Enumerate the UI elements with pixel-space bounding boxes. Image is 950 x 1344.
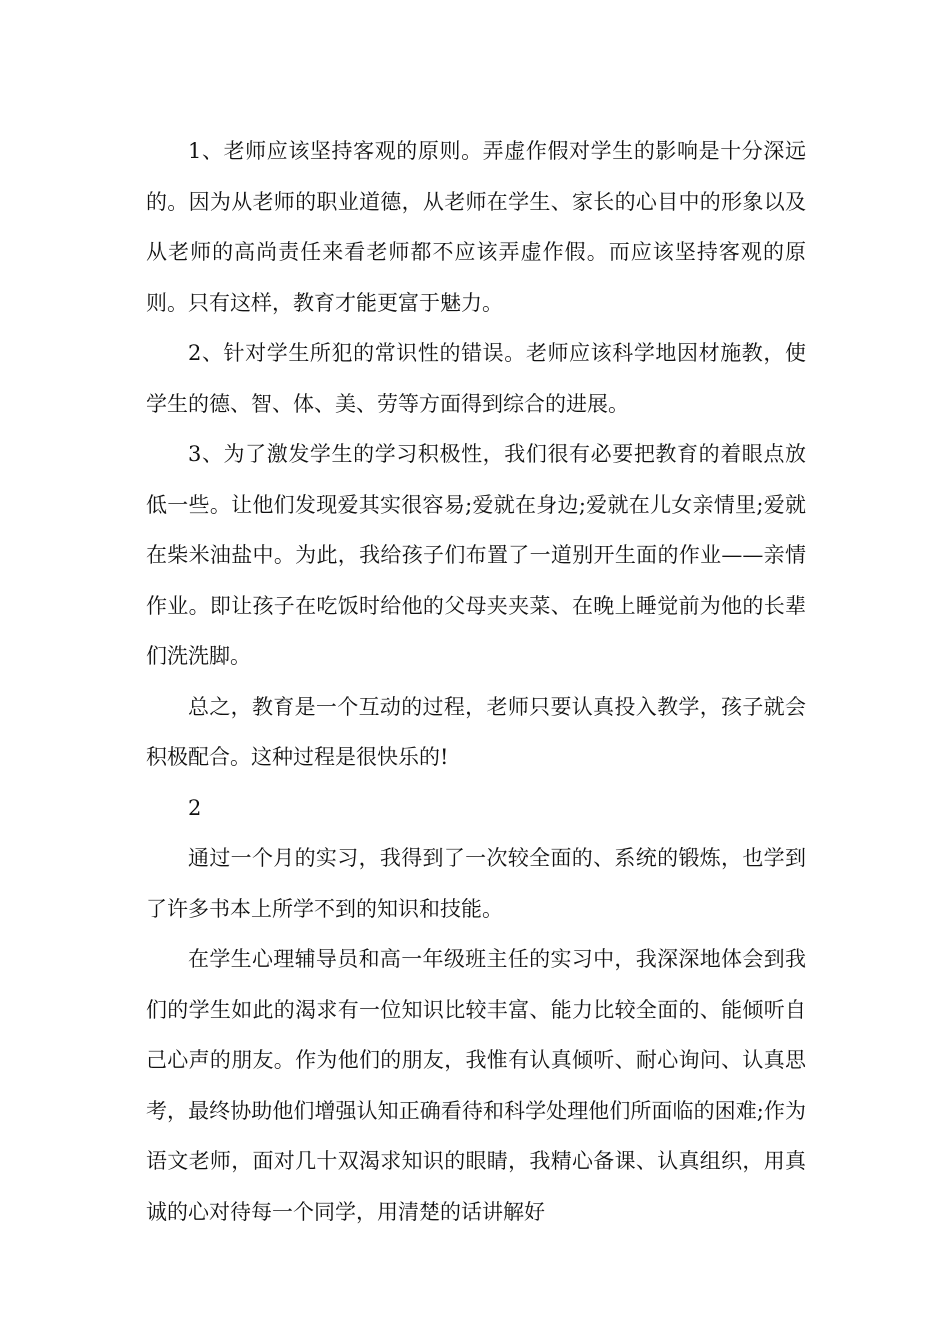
section-number: 2	[188, 795, 202, 820]
paragraph-motivation-homework: 3、为了激发学生的学习积极性，我们很有必要把教育的着眼点放低一些。让他们发现爱其实很容易;爱就在身边;爱就在儿女亲情里;爱就在柴米油盐中。为此，我给孩子们布置了一道别开生面的作业——亲情作业。即让孩子在吃饭时给他的父母夹夹菜、在晚上睡觉前为他的长辈们洗洗脚。	[146, 442, 806, 668]
paragraph-counselor-experience: 在学生心理辅导员和高一年级班主任的实习中，我深深地体会到我们的学生如此的渴求有一位知识比较丰富、能力比较全面的、能倾听自己心声的朋友。作为他们的朋友，我惟有认真倾听、耐心询问、认真思考，最终协助他们增强认知正确看待和科学处理他们所面临的困难;作为语文老师，面对几十双渴求知识的眼睛，我精心备课、认真组织，用真诚的心对待每一个同学，用清楚的话讲解好	[146, 947, 806, 1224]
paragraph-principle-objectivity: 1、老师应该坚持客观的原则。弄虚作假对学生的影响是十分深远的。因为从老师的职业道德，从老师在学生、家长的心目中的形象以及从老师的高尚责任来看老师都不应该弄虚作假。而应该坚持客观的原则。只有这样，教育才能更富于魅力。	[146, 139, 806, 315]
paragraph-common-errors: 2、针对学生所犯的常识性的错误。老师应该科学地因材施教，使学生的德、智、体、美、劳等方面得到综合的进展。	[146, 341, 806, 416]
paragraph-conclusion: 总之，教育是一个互动的过程，老师只要认真投入教学，孩子就会积极配合。这种过程是很快乐的!	[146, 694, 806, 769]
document-body	[146, 126, 806, 1237]
paragraph-internship-summary: 通过一个月的实习，我得到了一次较全面的、系统的锻炼，也学到了许多书本上所学不到的知识和技能。	[146, 846, 806, 921]
